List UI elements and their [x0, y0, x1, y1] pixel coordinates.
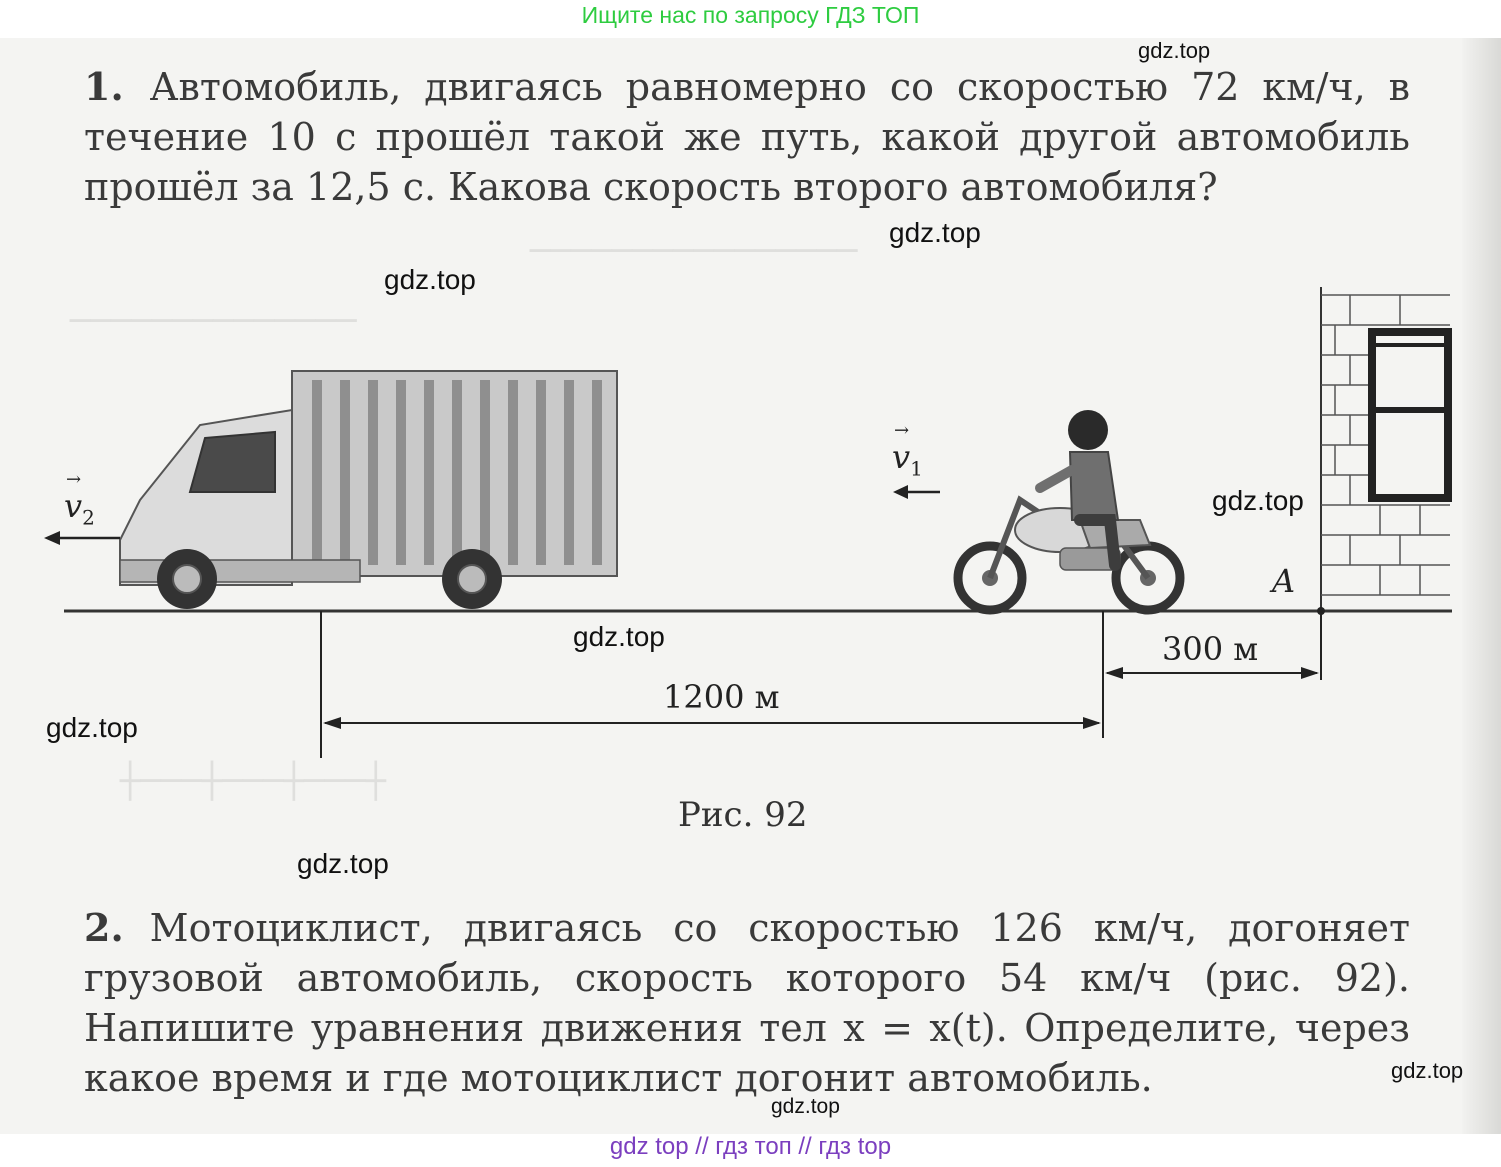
v1-symbol: v	[892, 438, 911, 476]
truck	[120, 371, 617, 609]
watermark: gdz.top	[384, 264, 476, 295]
problem-2	[84, 903, 1410, 1103]
motorcycle	[958, 410, 1180, 610]
dim-1200-left-arrow	[323, 717, 341, 729]
point-a-label: A	[1272, 562, 1296, 600]
v1-arrowhead	[893, 485, 908, 499]
problem-2-text: Мотоциклист, двигаясь со скоростью 126 км/ч, догоняет грузовой автомобиль, скорость которого 54 км/ч (рис. 92). Напишите уравнения движения тел x = x(t). Определите, через какое время и где мотоциклист догонит автомобиль.	[84, 906, 1410, 1100]
problem-1-number: 1.	[84, 64, 124, 109]
bleed-through-text: ────────────────	[530, 230, 858, 270]
watermark: gdz.top	[889, 217, 981, 248]
problem-1-text: Автомобиль, двигаясь равномерно со скоростью 72 км/ч, в течение 10 с прошёл такой же путь, какой другой автомобиль прошёл за 12,5 с. Какова скорость второго автомобиля?	[84, 65, 1410, 209]
figure-caption: Рис. 92	[678, 795, 808, 835]
watermark: gdz.top	[297, 848, 389, 879]
problem-2-number: 2.	[84, 905, 124, 950]
watermark: gdz.top	[771, 1095, 840, 1118]
distance-300-label: 300 м	[1162, 630, 1259, 668]
v1-subscript: 1	[910, 456, 923, 481]
v2-arrowhead	[44, 531, 60, 545]
rider-helmet	[1068, 410, 1108, 450]
watermark: gdz.top	[46, 712, 138, 743]
v2-subscript: 2	[82, 505, 95, 530]
bleed-through-chart: ┼───┼───┼───┼	[120, 760, 387, 800]
truck-bumper	[120, 560, 360, 582]
watermark: gdz.top	[1391, 1058, 1464, 1083]
dim-1200-right-arrow	[1083, 717, 1101, 729]
watermark: gdz.top	[573, 621, 665, 652]
bleed-through-text: ──────────────	[70, 300, 357, 340]
building-window	[1372, 332, 1448, 498]
v1-label: → $v_1$	[892, 420, 923, 481]
rider-body	[1070, 452, 1118, 520]
brick-wall	[1321, 287, 1450, 611]
search-banner[interactable]: Ищите нас по запросу ГДЗ ТОП	[581, 2, 920, 28]
dim-300-left-arrow	[1105, 667, 1123, 679]
dim-300-right-arrow	[1301, 667, 1319, 679]
v2-label: → $v_2$	[64, 469, 95, 530]
watermark: gdz.top	[1138, 38, 1211, 63]
watermark: gdz.top	[1212, 485, 1304, 516]
footer-links[interactable]: gdz top // гдз топ // гдз top	[609, 1133, 892, 1160]
v2-symbol: v	[64, 487, 83, 525]
distance-1200-label: 1200 м	[663, 678, 780, 716]
